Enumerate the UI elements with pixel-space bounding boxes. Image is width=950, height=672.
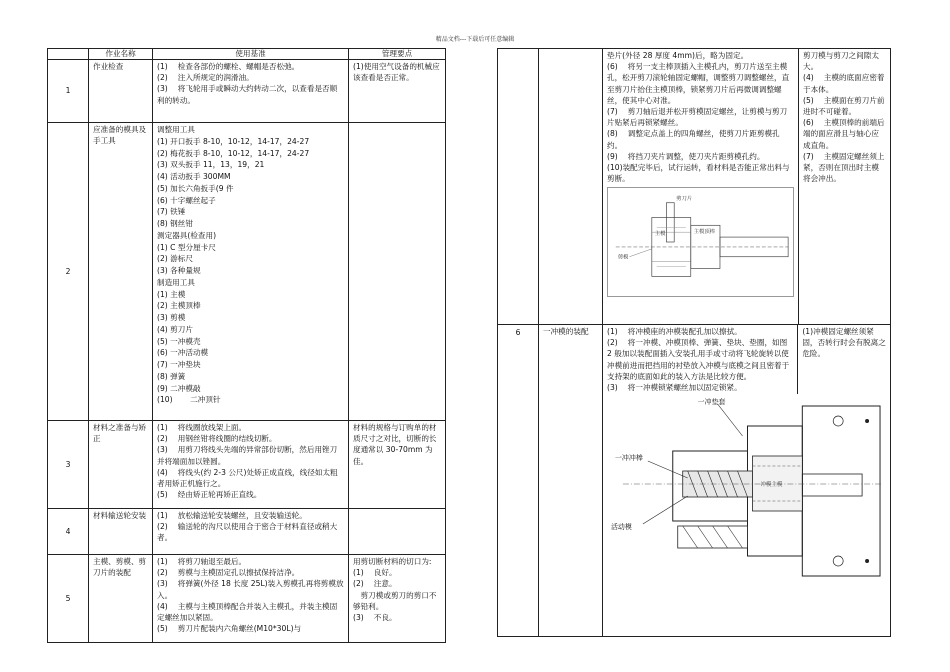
usage-basis: (1) 放松输送轮安装螺丝，且安装输送轮。 (2) 输送轮的沟尺以使用合于密合于材料直径或稍大者。 [153, 509, 349, 555]
table-header-row [48, 49, 446, 60]
row-number: 4 [48, 509, 89, 555]
header-management-points: 管理要点 [349, 49, 446, 60]
management-points: (1)使用空气设备的机械应该查看是否正常。 [349, 60, 446, 123]
operation-name: 材料输送轮安装 [89, 509, 153, 555]
management-points: 剪刀模与剪刀之间隙太大。 (4) 主模的底面应密着于本体。 (5) 主模面在剪刀片前进时不可碰着。 (6) 主模顶棒的前端后端的面应滑且与轴心应成直角。 (7) 主模固定螺丝须上紧，否则在顶出时主模将会冲出。 [799, 49, 891, 325]
management-points: (1)冲模固定螺丝须紧固，否转行时会有脱离之危险。 [802, 327, 886, 359]
operation-name [539, 49, 603, 325]
usage-basis: (1) 将线圈放线架上面。 (2) 用钢丝钳将线圈的结线切断。 (3) 用剪刀将线头先端的异常部份切断，然后用锉刀并将端面加以锉圆。 (4) 将线头(约 2-3 公尺)处矫正成直线，线径如太粗者用矫正机施行之。 (5) 经由矫正轮再矫正直线。 [153, 421, 349, 509]
usage-basis: (1) 将剪刀轴退至最后。 (2) 剪模与主模固定孔以擦拭保持洁净。 (3) 将弹簧(外径 18 长度 25L)装入剪模孔再将剪模放入。 (4) 主模与主模顶棒配合并装入主模孔，并装主模固定螺丝加以紧固。 (5) 剪刀片配装内六角螺丝(M10*30L)与 [153, 555, 349, 643]
shear-assembly-diagram [607, 187, 794, 297]
management-points: 材料的规格与订购单的材质尺寸之对比，切断的长度通常以 30-70mm 为佳。 [349, 421, 446, 509]
figure1-label-cutter: 剪刀片 [676, 196, 693, 203]
right-process-table [497, 48, 891, 637]
header-usage-basis: 使用基准 [153, 49, 349, 60]
table-row [48, 421, 446, 509]
header-operation-name: 作业名称 [89, 49, 153, 60]
row-number: 3 [48, 421, 89, 509]
table-row [48, 555, 446, 643]
usage-basis: 垫片(外径 28 厚度 4mm)后，略为固定。 (6) 将另一支主棒顶插入主模孔内，剪刀片送至主模孔，松开剪刀滚轮轴固定螺帽，调整剪刀调整螺丝，直至剪刀片抬住主模顶棒，锁紧剪刀片后再微调调整螺丝，使其中心对准。 (7) 剪刀轴后退并松开剪模固定螺丝，让剪模与剪刀片贴紧后再锁紧螺丝。 (8) 调整定点盖上的四角螺丝，使剪刀片距剪模孔约。 (9) 将挡刀夹片调整，使刀夹片距剪模孔约。 (10)装配完毕后，试行运转，看材料是否能正常出料与剪断。 剪刀片 主模 主模顶棒 剪模 [603, 49, 799, 325]
usage-basis: 调整用工具 (1) 开口扳手 8-10，10-12，14-17，24-27 (2) 梅花扳手 8-10，10-12，14-17，24-27 (3) 双头扳手 11，13，19，21 (4) 活动扳手 300MM (5) 加长六角扳手(9 件 (6) 十字螺丝起子 (7) 铁锤 (8) 钢丝钳 测定器具(检查用) (1) C 型分厘卡尺 (2) 游标尺 (3) 各种量规 制造用工具 (1) 主模 (2) 主模顶棒 (3) 剪模 (4) 剪刀片 (5) 一冲模壳 (6) 一冲活动模 (7) 一冲垫块 (8) 弹簧 (9) 二冲模敲 (10) 二冲顶针 [153, 123, 349, 421]
management-points: 用剪切断材料的切口为: (1) 良好。 (2) 注意。 剪刀模或剪刀的剪口不够铅利。 (3) 不良。 [349, 555, 446, 643]
table-row [498, 325, 891, 637]
header-blank [48, 49, 89, 60]
table-row [48, 60, 446, 123]
figure1-label-main-die-rod: 主模顶棒 [693, 229, 716, 236]
figure2-label-punch-main-die: 冲模主模 [760, 482, 783, 489]
management-points [349, 509, 446, 555]
punch-die-assembly-diagram [603, 396, 890, 586]
figure1-label-main-die: 主模 [654, 231, 666, 238]
figure1-label-shear-die: 剪模 [617, 255, 629, 262]
operation-name: 一冲模的装配 [539, 325, 603, 637]
row-number: 5 [48, 555, 89, 643]
table-row [498, 49, 891, 325]
row-number: 6 [498, 325, 539, 637]
figure2-label-punch-sleeve: 一冲垫套 [697, 398, 726, 407]
figure2-label-punch-rod: 一冲冲棒 [614, 454, 643, 463]
operation-name: 作业检查 [89, 60, 153, 123]
operation-name: 主模、剪模、剪刀片的装配 [89, 555, 153, 643]
table-row [48, 509, 446, 555]
row-number [498, 49, 539, 325]
usage-basis: (1) 检查各部份的螺栓、螺帽是否松弛。 (2) 注入所规定的润滑油。 (3) 将飞轮用手或瞬动大约转动二次，以查看是否顺利的转动。 [153, 60, 349, 123]
figure2-label-movable-die: 活动模 [610, 523, 632, 532]
table-row [48, 123, 446, 421]
left-process-table [47, 48, 446, 643]
row-number: 1 [48, 60, 89, 123]
usage-basis: (1) 将冲模座的冲模装配孔加以擦拭。 (2) 将一冲模、冲模顶棒、弹簧、垫块、垫圈，如图 2 般加以装配面插入安装孔用手或寸动将飞轮旋转以使冲模前进而把挡用的衬垫放入冲模与底模之间且密着于支持架的底面如此的装入方法是比较方便。 (3) 将一冲模锁紧螺丝加以固定锁紧。 (1)冲模固定螺丝须紧固，否转行时会有脱离之危险。 一冲垫套 一冲冲棒 活动模 冲模主模 [603, 325, 891, 637]
operation-name: 材料之准备与矫正 [89, 421, 153, 509]
management-points [349, 123, 446, 421]
row-number: 2 [48, 123, 89, 421]
operation-name: 应准备的模具及手工具 [89, 123, 153, 421]
page-header-note: 精品文档---下载后可任意编辑 [435, 36, 515, 43]
